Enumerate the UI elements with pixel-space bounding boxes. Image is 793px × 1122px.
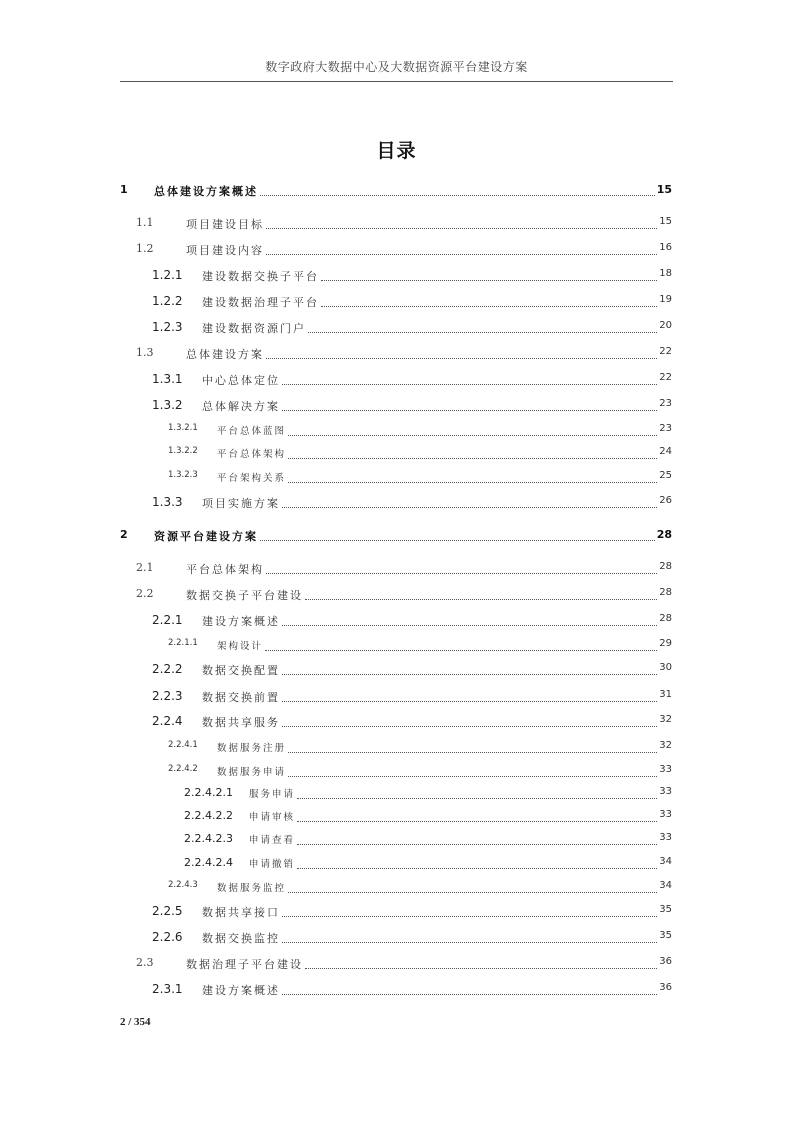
toc-entry[interactable] xyxy=(0,689,793,709)
toc-entry-page: 34 xyxy=(659,880,672,891)
toc-entry-number: 1 xyxy=(120,183,128,196)
toc-entry-number: 2 xyxy=(120,528,128,541)
toc-leader-dots xyxy=(288,458,657,459)
toc-entry-number: 2.2.4.2.2 xyxy=(184,809,233,822)
toc-entry-number: 1.1 xyxy=(136,216,154,229)
toc-entry[interactable] xyxy=(0,832,793,852)
toc-entry-page: 24 xyxy=(659,446,672,457)
toc-leader-dots xyxy=(321,306,657,307)
toc-entry-label: 建设数据交换子平台 xyxy=(202,270,319,283)
toc-leader-dots xyxy=(282,384,657,385)
toc-leader-dots xyxy=(266,358,657,359)
toc-entry-label: 申请审核 xyxy=(249,812,296,823)
toc-entry[interactable] xyxy=(0,856,793,876)
toc-entry-number: 2.2.2 xyxy=(152,662,183,676)
toc-entry-page: 33 xyxy=(659,764,672,775)
toc-leader-dots xyxy=(282,701,657,702)
toc-entry-label: 总体建设方案 xyxy=(186,348,264,361)
toc-entry-label: 数据共享接口 xyxy=(202,906,280,919)
toc-entry-page: 20 xyxy=(659,320,672,331)
toc-entry-number: 2.2.1 xyxy=(152,613,183,627)
toc-entry-number: 2.2.4.2.4 xyxy=(184,856,233,869)
toc-leader-dots xyxy=(297,798,657,799)
toc-entry[interactable] xyxy=(0,764,793,784)
toc-entry-label: 数据治理子平台建设 xyxy=(186,958,303,971)
toc-entry[interactable] xyxy=(0,930,793,950)
toc-leader-dots xyxy=(297,821,657,822)
toc-entry-page: 32 xyxy=(659,740,672,751)
toc-leader-dots xyxy=(282,994,657,995)
toc-entry[interactable] xyxy=(0,294,793,314)
toc-entry-label: 中心总体定位 xyxy=(202,374,280,387)
toc-entry-number: 1.2 xyxy=(136,242,154,255)
toc-entry-label: 数据交换子平台建设 xyxy=(186,589,303,602)
toc-entry[interactable] xyxy=(0,216,793,236)
toc-entry-label: 平台总体架构 xyxy=(217,449,287,460)
toc-entry-number: 2.2.4.3 xyxy=(168,880,198,890)
toc-entry-number: 1.3.2 xyxy=(152,398,183,412)
toc-entry[interactable] xyxy=(0,956,793,976)
toc-entry-page: 36 xyxy=(659,982,672,993)
toc-entry-label: 平台总体架构 xyxy=(186,563,264,576)
toc-leader-dots xyxy=(260,195,655,196)
toc-entry-number: 1.3.1 xyxy=(152,372,183,386)
toc-entry-label: 项目建设目标 xyxy=(186,218,264,231)
toc-entry-page: 18 xyxy=(659,268,672,279)
toc-leader-dots xyxy=(297,844,657,845)
toc-entry[interactable] xyxy=(0,714,793,734)
toc-entry-number: 1.3.2.3 xyxy=(168,470,198,480)
toc-entry-page: 35 xyxy=(659,930,672,941)
toc-entry-page: 30 xyxy=(659,662,672,673)
toc-entry-number: 2.2.5 xyxy=(152,904,183,918)
toc-entry-number: 2.2.4 xyxy=(152,714,183,728)
toc-entry-page: 26 xyxy=(659,495,672,506)
toc-leader-dots xyxy=(266,228,657,229)
toc-entry-label: 数据服务监控 xyxy=(217,883,287,894)
toc-entry[interactable] xyxy=(0,880,793,900)
toc-entry-label: 数据交换配置 xyxy=(202,664,280,677)
toc-entry-label: 建设数据资源门户 xyxy=(202,322,306,335)
toc-entry[interactable] xyxy=(0,561,793,581)
toc-entry-page: 34 xyxy=(659,856,672,867)
toc-entry-label: 平台架构关系 xyxy=(217,473,287,484)
toc-entry-number: 2.2.1.1 xyxy=(168,638,198,648)
toc-entry[interactable] xyxy=(0,183,793,203)
toc-leader-dots xyxy=(282,507,657,508)
toc-leader-dots xyxy=(282,942,657,943)
toc-entry-number: 2.2.4.2.3 xyxy=(184,832,233,845)
toc-leader-dots xyxy=(282,625,657,626)
toc-entry-page: 31 xyxy=(659,689,672,700)
toc-entry-label: 建设方案概述 xyxy=(202,615,280,628)
toc-entry[interactable] xyxy=(0,662,793,682)
toc-entry-number: 1.3.3 xyxy=(152,495,183,509)
toc-entry-label: 资源平台建设方案 xyxy=(154,530,258,543)
toc-entry[interactable] xyxy=(0,320,793,340)
toc-leader-dots xyxy=(288,892,657,893)
toc-entry-page: 28 xyxy=(656,528,672,541)
toc-entry[interactable] xyxy=(0,528,793,548)
toc-entry-label: 服务申请 xyxy=(249,789,296,800)
toc-leader-dots xyxy=(288,435,657,436)
toc-entry-number: 2.1 xyxy=(136,561,154,574)
toc-entry-page: 22 xyxy=(659,372,672,383)
toc-entry[interactable] xyxy=(0,786,793,806)
toc-entry-number: 2.3.1 xyxy=(152,982,183,996)
toc-entry-number: 2.2.6 xyxy=(152,930,183,944)
toc-leader-dots xyxy=(288,482,657,483)
toc-entry[interactable] xyxy=(0,242,793,262)
toc-entry-page: 22 xyxy=(659,346,672,357)
toc-entry-number: 2.2 xyxy=(136,587,154,600)
toc-entry-number: 2.3 xyxy=(136,956,154,969)
toc-entry-label: 总体建设方案概述 xyxy=(154,185,258,198)
toc-entry[interactable] xyxy=(0,346,793,366)
toc-entry[interactable] xyxy=(0,268,793,288)
toc-entry-page: 32 xyxy=(659,714,672,725)
toc-entry-label: 数据服务注册 xyxy=(217,743,287,754)
toc-entry-page: 36 xyxy=(659,956,672,967)
toc-entry-label: 总体解决方案 xyxy=(202,400,280,413)
toc-entry-label: 项目建设内容 xyxy=(186,244,264,257)
toc-entry-number: 1.2.3 xyxy=(152,320,183,334)
toc-entry-page: 23 xyxy=(659,423,672,434)
toc-entry-label: 数据交换监控 xyxy=(202,932,280,945)
toc-entry-number: 2.2.4.2 xyxy=(168,764,198,774)
toc-leader-dots xyxy=(305,599,657,600)
toc-entry[interactable] xyxy=(0,613,793,633)
toc-entry[interactable] xyxy=(0,587,793,607)
page-header-title: 数字政府大数据中心及大数据资源平台建设方案 xyxy=(265,60,528,74)
toc-leader-dots xyxy=(282,410,657,411)
toc-entry-number: 1.2.1 xyxy=(152,268,183,282)
toc-entry-number: 1.2.2 xyxy=(152,294,183,308)
toc-entry[interactable] xyxy=(0,638,793,658)
toc-entry-number: 1.3 xyxy=(136,346,154,359)
toc-entry[interactable] xyxy=(0,423,793,443)
toc-entry[interactable] xyxy=(0,740,793,760)
toc-leader-dots xyxy=(266,573,657,574)
toc-entry-page: 15 xyxy=(656,183,672,196)
toc-entry-page: 29 xyxy=(659,638,672,649)
toc-entry-number: 2.2.3 xyxy=(152,689,183,703)
toc-entry-page: 28 xyxy=(659,613,672,624)
toc-entry[interactable] xyxy=(0,809,793,829)
toc-entry-page: 28 xyxy=(659,587,672,598)
toc-entry-page: 33 xyxy=(659,832,672,843)
toc-leader-dots xyxy=(282,674,657,675)
toc-entry-label: 项目实施方案 xyxy=(202,497,280,510)
toc-entry-number: 1.3.2.1 xyxy=(168,423,198,433)
toc-entry-page: 33 xyxy=(659,786,672,797)
toc-entry-label: 平台总体蓝图 xyxy=(217,426,287,437)
toc-entry-label: 架构设计 xyxy=(217,641,264,652)
toc-entry[interactable] xyxy=(0,470,793,490)
toc-entry[interactable] xyxy=(0,982,793,1002)
toc-entry[interactable] xyxy=(0,372,793,392)
page-number: 2 / 354 xyxy=(120,1016,151,1028)
toc-entry-page: 19 xyxy=(659,294,672,305)
toc-entry-label: 申请撤销 xyxy=(249,859,296,870)
toc-entry[interactable] xyxy=(0,398,793,418)
toc-leader-dots xyxy=(288,776,657,777)
toc-entry-label: 申请查看 xyxy=(249,835,296,846)
toc-leader-dots xyxy=(288,752,657,753)
toc-leader-dots xyxy=(297,868,657,869)
toc-entry-page: 28 xyxy=(659,561,672,572)
toc-entry-label: 数据共享服务 xyxy=(202,716,280,729)
toc-entry-page: 33 xyxy=(659,809,672,820)
toc-entry[interactable] xyxy=(0,495,793,515)
toc-entry-page: 15 xyxy=(659,216,672,227)
toc-entry-page: 16 xyxy=(659,242,672,253)
toc-leader-dots xyxy=(260,540,655,541)
toc-entry-number: 1.3.2.2 xyxy=(168,446,198,456)
toc-entry-number: 2.2.4.1 xyxy=(168,740,198,750)
toc-title: 目录 xyxy=(376,140,417,162)
toc-entry-page: 25 xyxy=(659,470,672,481)
toc-entry[interactable] xyxy=(0,446,793,466)
toc-leader-dots xyxy=(321,280,657,281)
toc-entry-label: 建设方案概述 xyxy=(202,984,280,997)
toc-entry[interactable] xyxy=(0,904,793,924)
toc-entry-page: 35 xyxy=(659,904,672,915)
toc-entry-label: 数据交换前置 xyxy=(202,691,280,704)
toc-entry-label: 数据服务申请 xyxy=(217,767,287,778)
toc-leader-dots xyxy=(282,916,657,917)
toc-entry-number: 2.2.4.2.1 xyxy=(184,786,233,799)
toc-leader-dots xyxy=(265,650,657,651)
toc-leader-dots xyxy=(282,726,657,727)
toc-leader-dots xyxy=(305,968,657,969)
toc-leader-dots xyxy=(308,332,657,333)
toc-entry-page: 23 xyxy=(659,398,672,409)
toc-leader-dots xyxy=(266,254,657,255)
toc-entry-label: 建设数据治理子平台 xyxy=(202,296,319,309)
